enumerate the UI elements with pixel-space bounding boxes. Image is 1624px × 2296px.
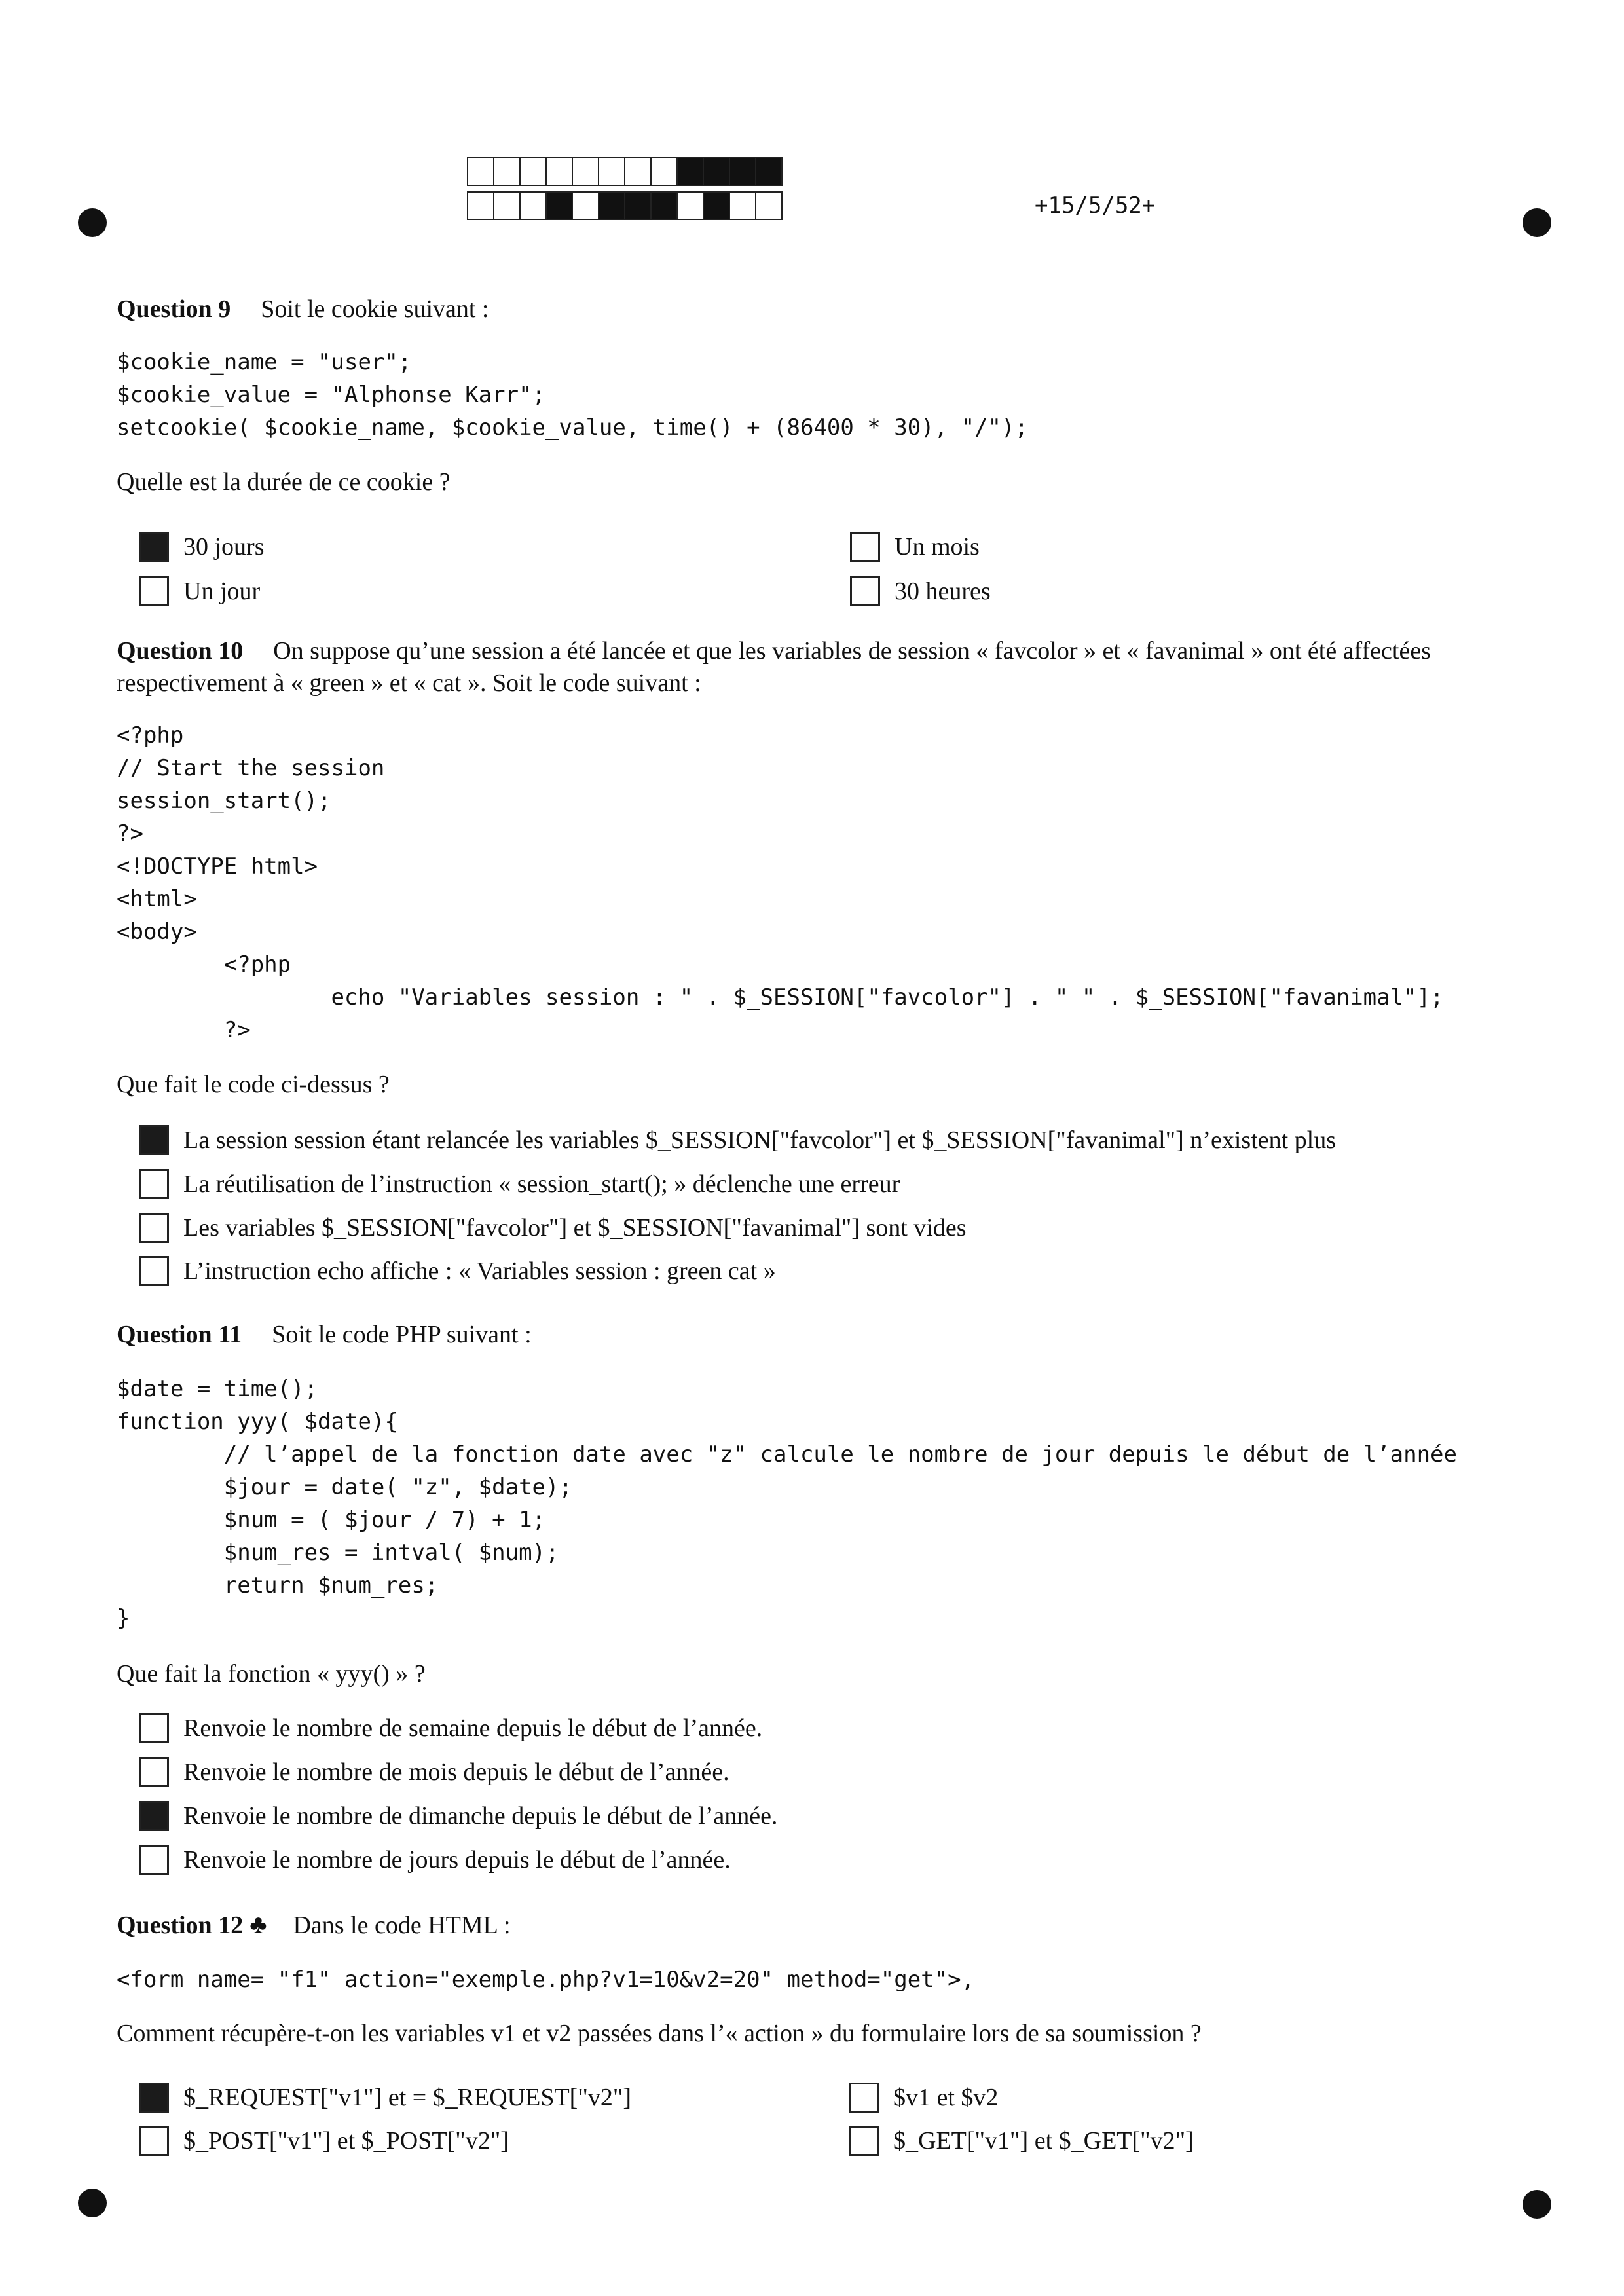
barcode-cell: [572, 157, 599, 186]
barcode-cell: [572, 191, 599, 220]
answer-option[interactable]: [139, 1256, 776, 1286]
answer-option[interactable]: [139, 1169, 900, 1199]
checkbox[interactable]: [139, 576, 169, 606]
barcode-cell: [545, 191, 573, 220]
answer-text: Renvoie le nombre de semaine depuis le début de l’année.: [183, 1714, 763, 1742]
barcode-cell: [676, 157, 704, 186]
answer-text: $v1 et $v2: [893, 2084, 999, 2111]
answer-text: Renvoie le nombre de jours depuis le début de l’année.: [183, 1846, 731, 1874]
answer-text: L’instruction echo affiche : « Variables session : green cat »: [183, 1257, 776, 1285]
question-text: Soit le code PHP suivant :: [272, 1321, 532, 1348]
answer-option[interactable]: [139, 1757, 729, 1787]
question-label: Question 10: [117, 637, 244, 665]
barcode-cell: [650, 191, 678, 220]
question-text: Dans le code HTML :: [293, 1912, 511, 1939]
checkbox[interactable]: [139, 1713, 169, 1743]
answer-text: Renvoie le nombre de mois depuis le début de l’année.: [183, 1758, 729, 1786]
answer-option[interactable]: [850, 576, 991, 606]
page-id: +15/5/52+: [1035, 193, 1156, 219]
code-block: <?php // Start the session session_start(); ?> <!DOCTYPE html> <html> <body> <?php echo "Variables session : " . $_SESSION["favcolor"] . " " . $_SESSION["favanimal"]; ?>: [117, 722, 1444, 1043]
question-9: [117, 293, 1524, 325]
checkbox[interactable]: [849, 2126, 879, 2156]
barcode-cell: [519, 191, 547, 220]
barcode-cell: [729, 191, 756, 220]
checkbox[interactable]: [139, 1757, 169, 1787]
code-block: <form name= "f1" action="exemple.php?v1=10&v2=20" method="get">,: [117, 1967, 975, 1993]
checkbox[interactable]: [139, 1845, 169, 1875]
barcode-cell: [624, 191, 652, 220]
answer-text: $_REQUEST["v1"] et = $_REQUEST["v2"]: [183, 2084, 632, 2111]
barcode-cell: [729, 157, 756, 186]
question-label: Question 9: [117, 295, 231, 323]
answer-option[interactable]: [139, 2083, 631, 2113]
question-prompt: Quelle est la durée de ce cookie ?: [117, 468, 451, 496]
question-text: On suppose qu’une session a été lancée et que les variables de session « favcolor » et « favanimal » ont été affectées respectivement à « green » et « cat ». Soit le code suivant :: [117, 637, 1431, 697]
question-11: [117, 1319, 1524, 1351]
question-text: Soit le cookie suivant :: [261, 295, 489, 323]
checkbox[interactable]: [139, 1801, 169, 1831]
barcode-cell: [703, 191, 730, 220]
barcode-cell: [467, 191, 494, 220]
answer-text: Un jour: [183, 578, 261, 605]
answer-option[interactable]: [139, 1845, 731, 1875]
barcode-cell: [467, 157, 494, 186]
answer-option[interactable]: [139, 2126, 509, 2156]
answer-option[interactable]: [849, 2126, 1194, 2156]
answer-option[interactable]: [139, 1125, 1336, 1155]
checkbox[interactable]: [139, 532, 169, 562]
answer-option[interactable]: [849, 2083, 998, 2113]
question-label: Question 12: [117, 1912, 244, 1939]
answer-text: $_POST["v1"] et $_POST["v2"]: [183, 2127, 509, 2155]
barcode-cell: [598, 191, 625, 220]
barcode-cell: [676, 191, 704, 220]
barcode-cell: [519, 157, 547, 186]
answer-text: Les variables $_SESSION["favcolor"] et $_SESSION["favanimal"] sont vides: [183, 1214, 967, 1242]
club-icon: ♣: [249, 1910, 267, 1939]
question-prompt: Que fait le code ci-dessus ?: [117, 1071, 390, 1098]
question-prompt: Comment récupère-t-on les variables v1 et v2 passées dans l’« action » du formulaire lors de sa soumission ?: [117, 2020, 1202, 2047]
question-12: [117, 1908, 1524, 1942]
answer-option[interactable]: [139, 1213, 967, 1243]
checkbox[interactable]: [139, 1125, 169, 1155]
question-label: Question 11: [117, 1321, 242, 1348]
barcode-cell: [598, 157, 625, 186]
registration-mark-bottom-right: [1522, 2190, 1551, 2219]
checkbox[interactable]: [139, 2083, 169, 2113]
checkbox[interactable]: [850, 532, 880, 562]
answer-option[interactable]: [139, 532, 265, 562]
barcode-cell: [650, 157, 678, 186]
answer-text: $_GET["v1"] et $_GET["v2"]: [893, 2127, 1194, 2155]
answer-text: La session session étant relancée les variables $_SESSION["favcolor"] et $_SESSION["favanimal"] n’existent plus: [183, 1126, 1337, 1154]
question-10: [117, 635, 1524, 699]
barcode-row-2: [467, 191, 781, 220]
barcode-cell: [493, 157, 521, 186]
checkbox[interactable]: [139, 1213, 169, 1243]
barcode-cell: [624, 157, 652, 186]
code-block: $date = time(); function yyy( $date){ // l’appel de la fonction date avec "z" calcule le nombre de jour depuis le début de l’année $jour = date( "z", $date); $num = ( $jour / 7) + 1; $num_res = intval( $num); return $num_res; }: [117, 1376, 1457, 1631]
checkbox[interactable]: [139, 2126, 169, 2156]
registration-mark-bottom-left: [78, 2189, 107, 2217]
barcode-cell: [493, 191, 521, 220]
answer-text: 30 jours: [183, 533, 265, 561]
answer-text: Un mois: [895, 533, 980, 561]
registration-mark-top-left: [78, 208, 107, 237]
answer-text: La réutilisation de l’instruction « session_start(); » déclenche une erreur: [183, 1170, 900, 1198]
checkbox[interactable]: [850, 576, 880, 606]
answer-option[interactable]: [139, 1713, 762, 1743]
checkbox[interactable]: [139, 1256, 169, 1286]
checkbox[interactable]: [139, 1169, 169, 1199]
answer-option[interactable]: [139, 1801, 777, 1831]
barcode-cell: [755, 191, 783, 220]
barcode-row-1: [467, 157, 781, 186]
answer-text: Renvoie le nombre de dimanche depuis le début de l’année.: [183, 1802, 778, 1830]
barcode-cell: [545, 157, 573, 186]
barcode-cell: [755, 157, 783, 186]
answer-option[interactable]: [139, 576, 260, 606]
code-block: $cookie_name = "user"; $cookie_value = "Alphonse Karr"; setcookie( $cookie_name, $cookie_value, time() + (86400 * 30), "/");: [117, 349, 1028, 441]
answer-option[interactable]: [850, 532, 980, 562]
barcode-cell: [703, 157, 730, 186]
registration-mark-top-right: [1522, 208, 1551, 237]
checkbox[interactable]: [849, 2083, 879, 2113]
answer-text: 30 heures: [895, 578, 991, 605]
question-prompt: Que fait la fonction « yyy() » ?: [117, 1660, 426, 1688]
